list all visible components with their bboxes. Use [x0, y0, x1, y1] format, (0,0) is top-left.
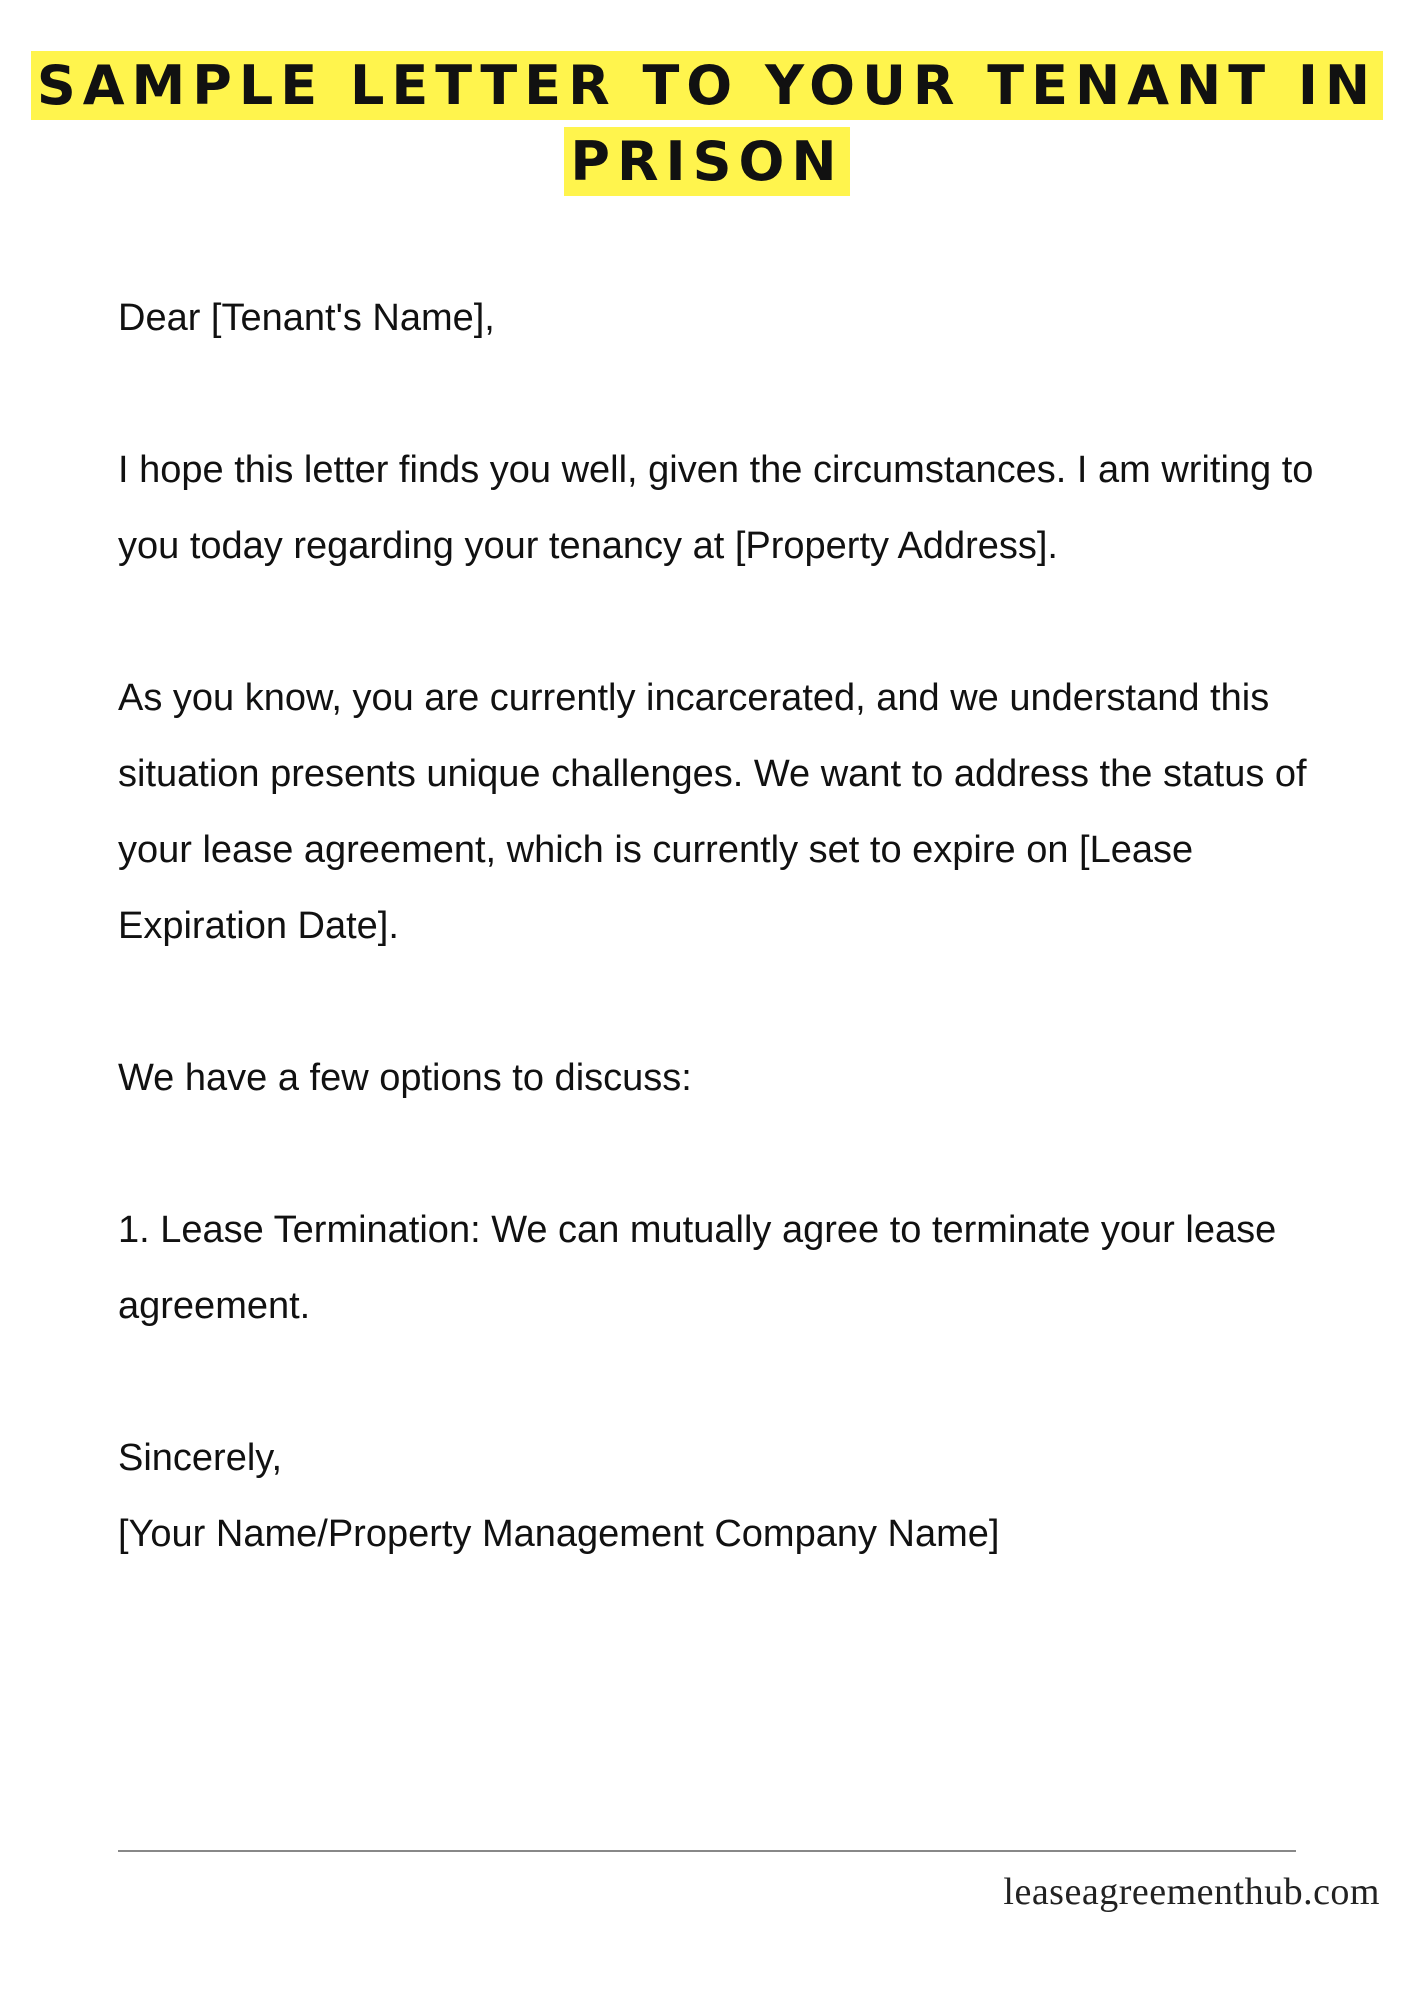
paragraph-situation: As you know, you are currently incarcerated, and we understand this situation presents unique challenges. We want to address the status of your lease agreement, which is currently set to expire on [Lease Expiration Date]. — [118, 677, 1307, 947]
title-highlight: SAMPLE LETTER TO YOUR TENANT IN PRISON — [31, 51, 1383, 196]
signature-block — [118, 1420, 1358, 1572]
page-title — [0, 48, 1414, 200]
closing: Sincerely, — [118, 1437, 283, 1479]
paragraph-intro: I hope this letter finds you well, given the circumstances. I am writing to you today regarding your tenancy at [Property Address]. — [118, 449, 1314, 567]
letter-body — [118, 280, 1358, 1572]
paragraph-options-intro: We have a few options to discuss: — [118, 1057, 692, 1099]
signature: [Your Name/Property Management Company Name] — [118, 1513, 1000, 1555]
footer-divider — [118, 1850, 1296, 1852]
footer-website: leaseagreementhub.com — [1003, 1871, 1380, 1913]
option-lease-termination: 1. Lease Termination: We can mutually agree to terminate your lease agreement. — [118, 1209, 1277, 1327]
greeting: Dear [Tenant's Name], — [118, 297, 495, 339]
